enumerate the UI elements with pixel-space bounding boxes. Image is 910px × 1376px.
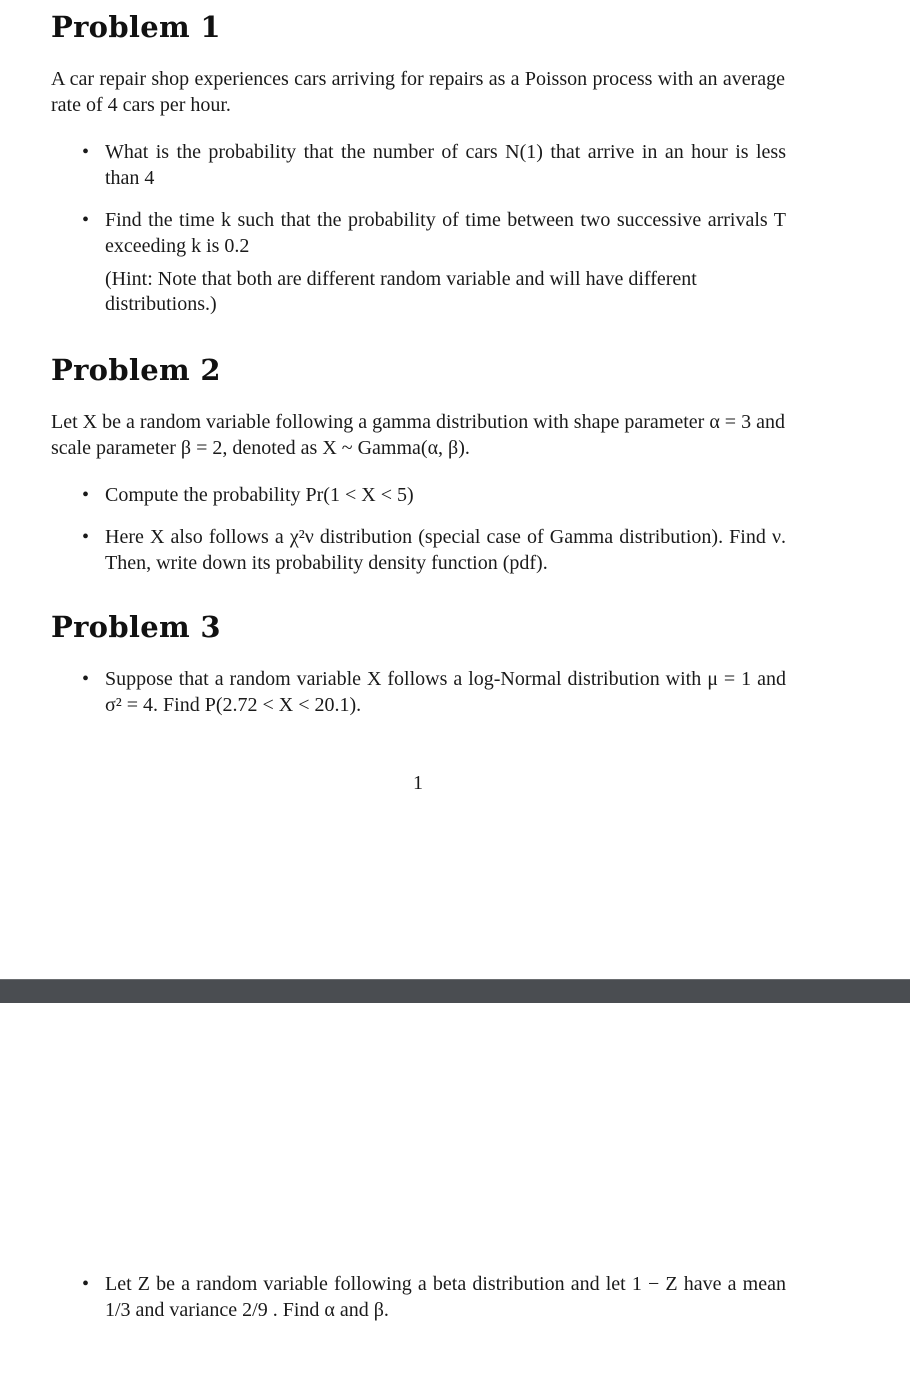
bullet-dot: •: [82, 526, 90, 548]
problem-1-hint: (Hint: Note that both are different random variable and will have different distributions.): [105, 268, 697, 315]
bullet-dot: •: [82, 484, 90, 506]
problem-1-bullet-1: [82, 139, 786, 191]
bullet-dot: •: [82, 209, 90, 231]
problem-2-bullet-1: [82, 482, 786, 508]
page-number: 1: [413, 772, 423, 794]
problem-2-title: Problem 2: [51, 353, 221, 387]
problem-1-intro: A car repair shop experiences cars arriving for repairs as a Poisson process with an average rate of 4 cars per hour.: [51, 68, 785, 116]
problem-3-bullet-1: [82, 666, 786, 718]
problem-3-bullet-2-text: Let Z be a random variable following a beta distribution and let 1 − Z have a mean 1/3 and variance 2/9 . Find α and β.: [105, 1273, 786, 1321]
problem-3-bullet-1-text: Suppose that a random variable X follows a log-Normal distribution with μ = 1 and σ² = 4. Find P(2.72 < X < 20.1).: [105, 668, 786, 716]
problem-1-bullet-2-text: Find the time k such that the probability of time between two successive arrivals T exceeding k is 0.2: [105, 209, 786, 257]
problem-2-intro: Let X be a random variable following a gamma distribution with shape parameter α = 3 and scale parameter β = 2, denoted as X ~ Gamma(α, β).: [51, 411, 785, 459]
problem-1-bullet-1-text: What is the probability that the number of cars N(1) that arrive in an hour is less than 4: [105, 141, 786, 189]
problem-3-bullet-2: [82, 1271, 786, 1323]
bullet-dot: •: [82, 141, 90, 163]
bullet-dot: •: [82, 1273, 90, 1295]
problem-1-bullet-2: [82, 207, 786, 317]
problem-2-bullet-2-text: Here X also follows a χ²ν distribution (special case of Gamma distribution). Find ν. Then, write down its probability density function (pdf).: [105, 526, 786, 574]
page-divider: [0, 979, 910, 1003]
problem-2-bullet-2: [82, 524, 786, 576]
problem-1-title: Problem 1: [51, 10, 221, 44]
problem-3-title: Problem 3: [51, 610, 221, 644]
problem-2-bullet-1-text: Compute the probability Pr(1 < X < 5): [105, 484, 414, 506]
bullet-dot: •: [82, 668, 90, 690]
